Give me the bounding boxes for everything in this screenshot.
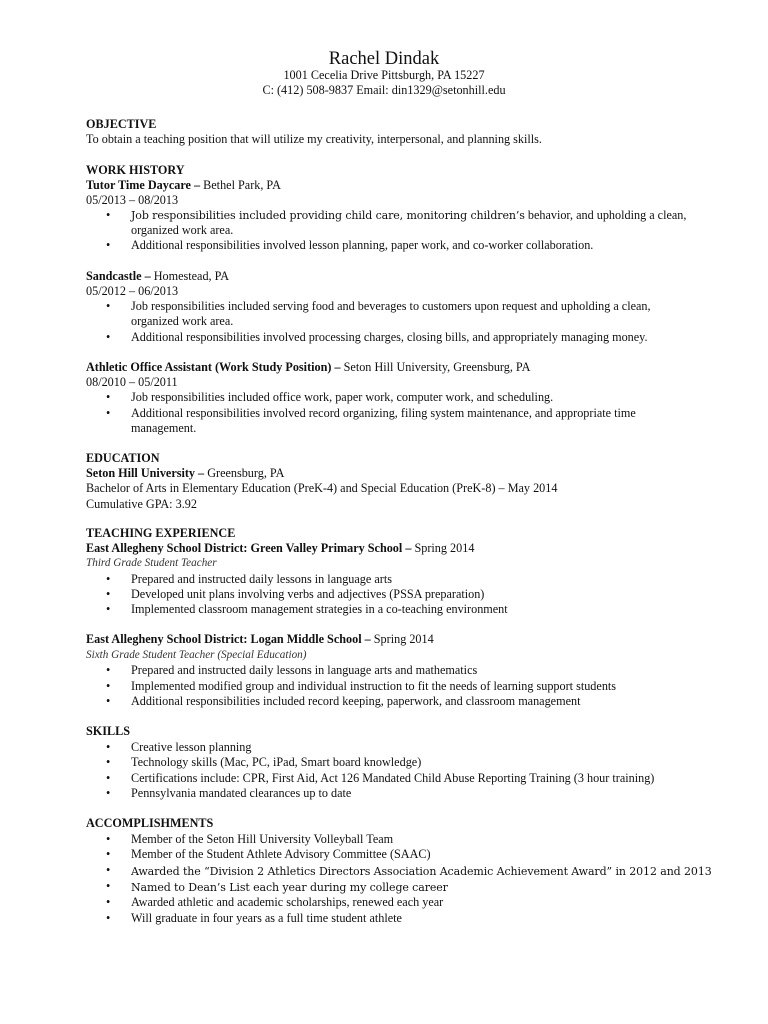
accomplishment-item: Awarded athletic and academic scholarships, renewed each year — [131, 895, 444, 909]
education-location: Greensburg, PA — [204, 466, 285, 480]
contact-phone-email: C: (412) 508-9837 Email: din1329@setonhill.edu — [262, 83, 506, 97]
bullet-icon: • — [106, 330, 111, 344]
job-employer: Athletic Office Assistant (Work Study Position) – — [86, 360, 341, 374]
job-dates: 05/2013 – 08/2013 — [86, 193, 179, 207]
job-title-line — [86, 269, 229, 284]
placement-bullet: Additional responsibilities included record keeping, paperwork, and classroom management — [131, 694, 581, 708]
bullet-icon: • — [106, 879, 111, 893]
job-dates: 05/2012 – 06/2013 — [86, 284, 179, 298]
accomplishment-item: Member of the Student Athlete Advisory Committee (SAAC) — [131, 847, 431, 861]
placement-role: Sixth Grade Student Teacher (Special Education) — [86, 649, 307, 661]
bullet-icon: • — [106, 740, 111, 754]
accomplishment-item: Named to Dean’s List each year during my college career — [131, 881, 448, 894]
bullet-icon: • — [106, 406, 111, 420]
placement-bullet: Developed unit plans involving verbs and adjectives (PSSA preparation) — [131, 587, 485, 601]
work-history-heading: WORK HISTORY — [86, 163, 185, 177]
placement-term: Spring 2014 — [411, 541, 475, 555]
job-bullet: Job responsibilities included office work, paper work, computer work, and scheduling. — [131, 390, 554, 404]
placement-bullet: Prepared and instructed daily lessons in language arts and mathematics — [131, 663, 478, 677]
bullet-icon: • — [106, 679, 111, 693]
contact-address: 1001 Cecelia Drive Pittsburgh, PA 15227 — [283, 68, 485, 82]
placement-bullet: Implemented classroom management strategies in a co-teaching environment — [131, 602, 508, 616]
job-bullet — [131, 208, 686, 223]
job-bullet-continued: organized work area. — [131, 314, 234, 328]
placement-role: Third Grade Student Teacher — [86, 557, 217, 569]
bullet-icon: • — [106, 911, 111, 925]
job-location: Bethel Park, PA — [200, 178, 281, 192]
education-school-line — [86, 466, 284, 481]
bullet-icon: • — [106, 572, 111, 586]
bullet-icon: • — [106, 771, 111, 785]
accomplishment-item: Awarded the “Division 2 Athletics Directors Association Academic Achievement Award” in 2012 and 2013 — [131, 865, 712, 878]
teaching-heading: TEACHING EXPERIENCE — [86, 526, 236, 540]
job-bullet: Job responsibilities included serving food and beverages to customers upon request and upholding a clean, — [131, 299, 651, 313]
bullet-icon: • — [106, 299, 111, 313]
placement-title-line — [86, 541, 474, 556]
placement-term: Spring 2014 — [370, 632, 434, 646]
job-location: Homestead, PA — [150, 269, 230, 283]
placement-school: East Allegheny School District: Green Valley Primary School – — [86, 541, 412, 555]
accomplishment-item: Member of the Seton Hill University Volleyball Team — [131, 832, 394, 846]
objective-heading: OBJECTIVE — [86, 117, 157, 131]
education-heading: EDUCATION — [86, 451, 160, 465]
bullet-icon: • — [106, 238, 111, 252]
skill-item: Pennsylvania mandated clearances up to date — [131, 786, 352, 800]
bullet-icon: • — [106, 587, 111, 601]
job-bullet: Additional responsibilities involved lesson planning, paper work, and co-worker collaboration. — [131, 238, 594, 252]
job-employer: Tutor Time Daycare – — [86, 178, 201, 192]
bullet-icon: • — [106, 694, 111, 708]
resume-name: Rachel Dindak — [328, 49, 440, 69]
skill-item: Creative lesson planning — [131, 740, 252, 754]
education-school: Seton Hill University – — [86, 466, 205, 480]
job-bullet-part: Job responsibilities included providing child care, monitoring children’s — [131, 209, 525, 222]
job-title-line — [86, 178, 281, 193]
bullet-icon: • — [106, 663, 111, 677]
bullet-icon: • — [106, 390, 111, 404]
job-employer: Sandcastle – — [86, 269, 151, 283]
job-location: Seton Hill University, Greensburg, PA — [340, 360, 531, 374]
job-dates: 08/2010 – 05/2011 — [86, 375, 178, 389]
bullet-icon: • — [106, 208, 111, 222]
bullet-icon: • — [106, 755, 111, 769]
bullet-icon: • — [106, 602, 111, 616]
job-bullet-continued: management. — [131, 421, 197, 435]
bullet-icon: • — [106, 895, 111, 909]
bullet-icon: • — [106, 847, 111, 861]
objective-text: To obtain a teaching position that will utilize my creativity, interpersonal, and planning skills. — [86, 132, 542, 146]
job-bullet-continued: organized work area. — [131, 223, 234, 237]
skills-heading: SKILLS — [86, 724, 131, 738]
accomplishments-heading: ACCOMPLISHMENTS — [86, 816, 214, 830]
skill-item: Technology skills (Mac, PC, iPad, Smart board knowledge) — [131, 755, 422, 769]
job-bullet: Additional responsibilities involved processing charges, closing bills, and appropriately managing money. — [131, 330, 648, 344]
education-gpa: Cumulative GPA: 3.92 — [86, 497, 197, 511]
bullet-icon: • — [106, 786, 111, 800]
placement-school: East Allegheny School District: Logan Middle School – — [86, 632, 371, 646]
placement-bullet: Prepared and instructed daily lessons in language arts — [131, 572, 392, 586]
job-bullet-part: behavior, and upholding a clean, — [524, 208, 687, 222]
job-title-line — [86, 360, 530, 375]
accomplishment-item: Will graduate in four years as a full time student athlete — [131, 911, 402, 925]
bullet-icon: • — [106, 832, 111, 846]
skill-item: Certifications include: CPR, First Aid, Act 126 Mandated Child Abuse Reporting Training (3 hour training) — [131, 771, 655, 785]
bullet-icon: • — [106, 863, 111, 877]
job-bullet: Additional responsibilities involved record organizing, filing system maintenance, and appropriate time — [131, 406, 636, 420]
education-degree: Bachelor of Arts in Elementary Education (PreK-4) and Special Education (PreK-8) – May 2014 — [86, 481, 558, 495]
placement-title-line — [86, 632, 434, 647]
placement-bullet: Implemented modified group and individual instruction to fit the needs of learning support students — [131, 679, 617, 693]
